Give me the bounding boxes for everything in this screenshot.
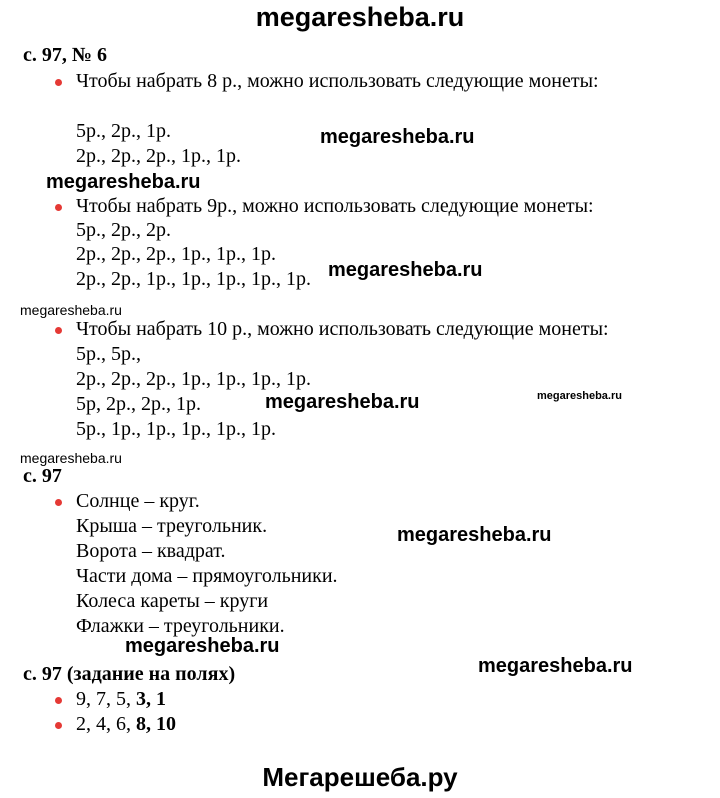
watermark: megaresheba.ru xyxy=(397,524,552,546)
item-line: Ворота – квадрат. xyxy=(76,540,226,562)
bullet-icon xyxy=(55,79,62,86)
item-line: 5р., 5р., xyxy=(76,343,141,365)
section-title-3: с. 97 (задание на полях) xyxy=(23,663,236,685)
item-line: Колеса кареты – круги xyxy=(76,590,269,612)
watermark: megaresheba.ru xyxy=(20,450,122,466)
watermark: megaresheba.ru xyxy=(328,259,483,281)
item-line: Части дома – прямоугольники. xyxy=(76,565,338,587)
item-text: Чтобы набрать 8 р., можно использовать следующие монеты: xyxy=(76,70,599,92)
watermark: megaresheba.ru xyxy=(265,391,420,413)
sequence-answer-2: 2, 4, 6, 8, 10 xyxy=(76,713,176,735)
item-line: 2р., 2р., 2р., 1р., 1р., 1р., 1р. xyxy=(76,368,311,390)
section-title-2: с. 97 xyxy=(23,465,62,487)
watermark: megaresheba.ru xyxy=(478,655,633,677)
item-line: 5р, 2р., 2р., 1р. xyxy=(76,393,201,415)
watermark: megaresheba.ru xyxy=(46,171,201,193)
watermark: megaresheba.ru xyxy=(125,635,280,657)
watermark: megaresheba.ru xyxy=(537,390,622,402)
bullet-icon xyxy=(55,499,62,506)
item-line: Флажки – треугольники. xyxy=(76,615,285,637)
bullet-icon xyxy=(55,722,62,729)
item-line: 2р., 2р., 2р., 1р., 1р. xyxy=(76,145,241,167)
watermark: megaresheba.ru xyxy=(20,302,122,318)
item-text: Чтобы набрать 10 р., можно использовать следующие монеты: xyxy=(76,318,609,340)
site-footer: Мегарешеба.ру xyxy=(262,762,458,792)
bullet-icon xyxy=(55,697,62,704)
bullet-icon xyxy=(55,327,62,334)
item-text: Солнце – круг. xyxy=(76,490,200,512)
item-line: 5р., 1р., 1р., 1р., 1р., 1р. xyxy=(76,418,276,440)
watermark: megaresheba.ru xyxy=(320,126,475,148)
item-line: 2р., 2р., 2р., 1р., 1р., 1р. xyxy=(76,243,276,265)
item-line: 5р., 2р., 2р. xyxy=(76,219,171,241)
item-line: 2р., 2р., 1р., 1р., 1р., 1р., 1р. xyxy=(76,268,311,290)
item-line: 5р., 2р., 1р. xyxy=(76,120,171,142)
item-text: Чтобы набрать 9р., можно использовать следующие монеты: xyxy=(76,195,594,217)
site-header: megaresheba.ru xyxy=(255,2,465,32)
sequence-answer-1: 9, 7, 5, 3, 1 xyxy=(76,688,166,710)
bullet-icon xyxy=(55,204,62,211)
section-title-1: с. 97, № 6 xyxy=(23,44,107,66)
item-line: Крыша – треугольник. xyxy=(76,515,268,537)
